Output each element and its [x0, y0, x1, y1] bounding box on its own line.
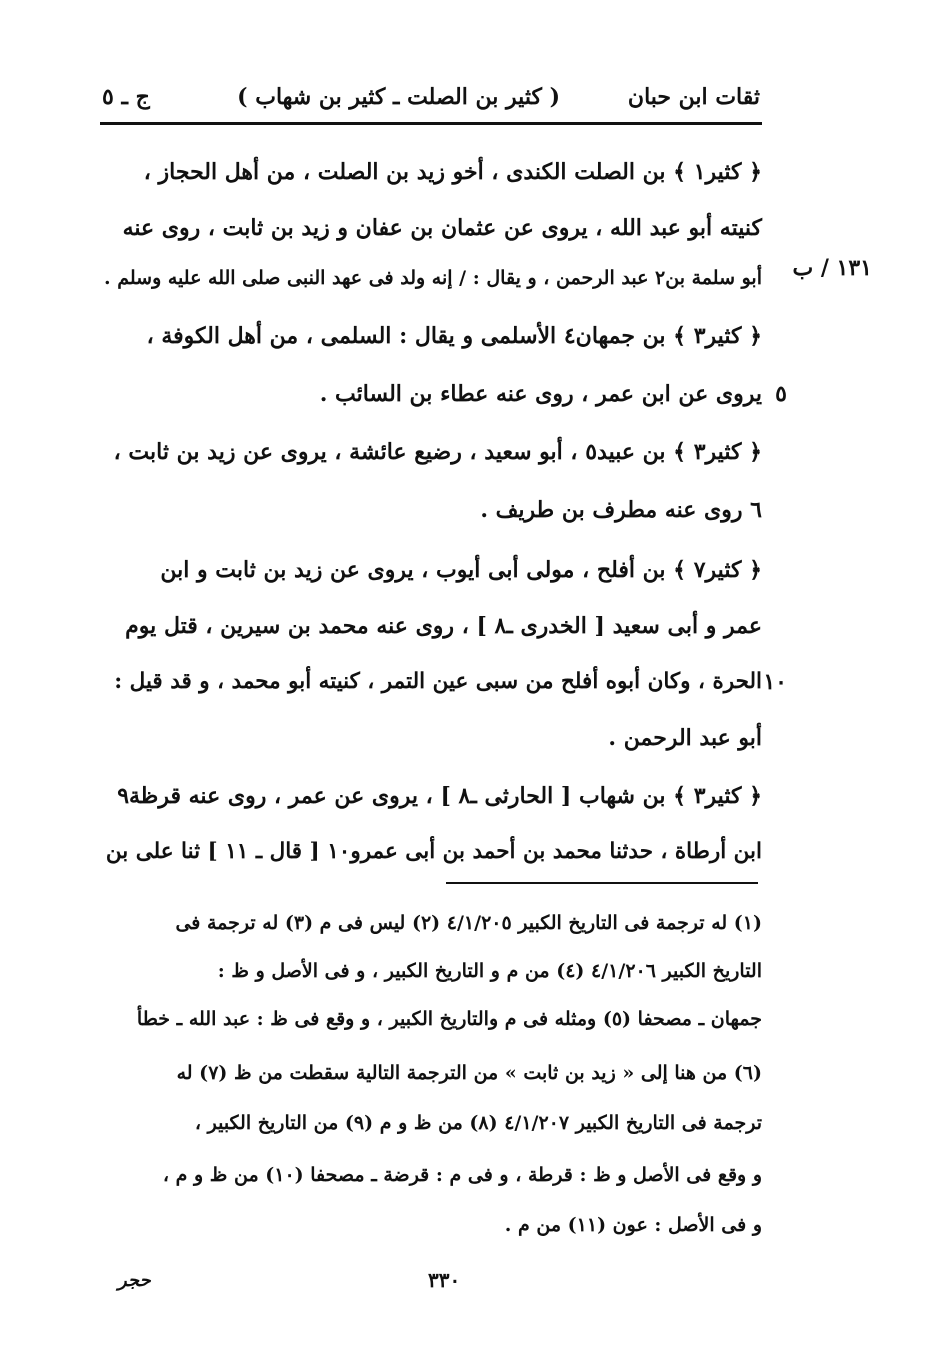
text-line: عمر و أبى سعيد [ الخدرى ـ٨ ] ، روى عنه محمد بن سيرين ، قتل يوم — [125, 613, 762, 639]
header-rule — [100, 122, 762, 125]
text-line: الحرة ، وكان أبوه أفلح من سبى عين التمر ، كنيته أبو محمد ، و قد قيل : — [114, 669, 762, 694]
text-line: ﴿ كثير٣ ﴾ بن جمهان٤ الأسلمى و يقال : السلمى ، من أهل الكوفة ، — [146, 323, 762, 349]
margin-line-number-10: ١٠ — [763, 669, 787, 695]
text-line: ابن أرطاة ، حدثنا محمد بن أحمد بن أبى عمرو١٠ [ قال ـ ١١ ] ثنا على بن — [105, 839, 762, 864]
text-line: كنيته أبو عبد الله ، يروى عن عثمان بن عفان و زيد بن ثابت ، روى عنه — [122, 215, 762, 241]
header-entry-title: ( كثير بن الصلت ـ كثير بن شهاب ) — [237, 84, 560, 110]
text-line: ﴿ كثير٣ ﴾ بن عبيد٥ ، أبو سعيد ، رضيع عائشة ، يروى عن زيد بن ثابت ، — [113, 439, 762, 465]
running-header — [100, 78, 760, 118]
footnote-line: التاريخ الكبير ٤/١/٢٠٦ (٤) من م و التاريخ الكبير ، و فى الأصل و ظ : — [217, 960, 762, 982]
printer-signature: حجر — [118, 1270, 151, 1291]
margin-line-number-5: ٥ — [775, 381, 787, 407]
margin-folio: ١٣١ / ب — [792, 255, 872, 281]
text-line: ﴿ كثير١ ﴾ بن الصلت الكندى ، أخو زيد بن الصلت ، من أهل الحجاز ، — [143, 159, 762, 185]
text-line: أبو عبد الرحمن . — [608, 725, 762, 751]
footnote-line: و وقع فى الأصل و ظ : قرطة ، و فى م : قرضة ـ مصحفا (١٠) من ظ و م ، — [162, 1164, 762, 1186]
footnote-rule — [446, 882, 758, 884]
text-line: ﴿ كثير٣ ﴾ بن شهاب [ الحارثى ـ٨ ] ، يروى عن عمر ، روى عنه قرظة٩ — [117, 783, 762, 809]
header-volume: ج ـ ٥ — [102, 84, 150, 110]
page-number: ٣٣٠ — [428, 1268, 461, 1292]
footnote-line: ترجمة فى التاريخ الكبير ٤/١/٢٠٧ (٨) من ظ و م (٩) من التاريخ الكبير ، — [194, 1112, 762, 1134]
footnote-line: جمهان ـ مصحفا (٥) ومثله فى م والتاريخ الكبير ، و وقع فى ظ : عبد الله ـ خطأ — [136, 1008, 762, 1030]
text-line: يروى عن ابن عمر ، روى عنه عطاء بن السائب . — [319, 381, 762, 407]
footnote-line: و فى الأصل : عون (١١) من م . — [504, 1214, 762, 1236]
text-line: ﴿ كثير٧ ﴾ بن أفلح ، مولى أبى أيوب ، يروى عن زيد بن ثابت و ابن — [160, 557, 762, 583]
header-book-title: ثقات ابن حبان — [627, 84, 760, 110]
footnote-line: (٦) من هنا إلى « زيد بن ثابت » من الترجمة التالية سقطت من ظ (٧) له — [176, 1062, 762, 1084]
text-line: ٦ روى عنه مطرف بن طريف . — [480, 497, 762, 523]
text-line: أبو سلمة بن٢ عبد الرحمن ، و يقال : / إنه ولد فى عهد النبى صلى الله عليه وسلم . — [103, 267, 762, 289]
footnote-line: (١) له ترجمة فى التاريخ الكبير ٤/١/٢٠٥ (٢) ليس فى م (٣) له ترجمة فى — [175, 912, 762, 934]
